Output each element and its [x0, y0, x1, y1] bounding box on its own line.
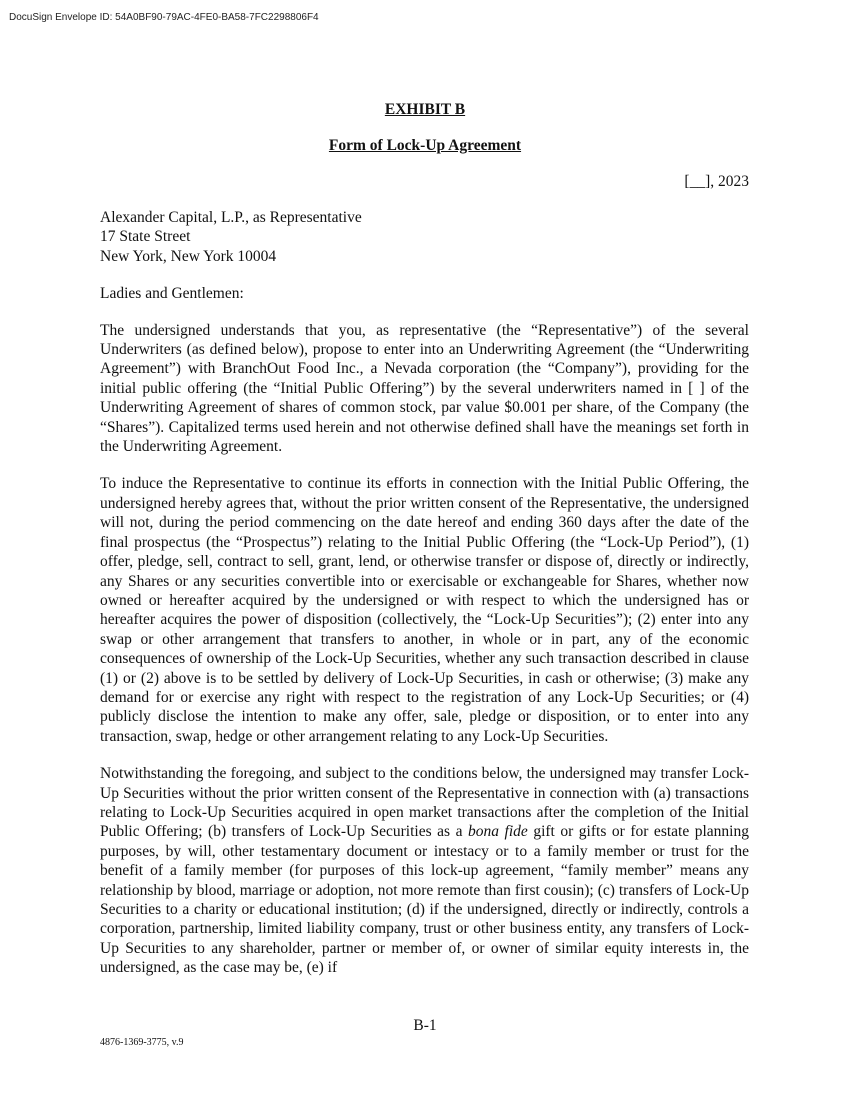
page-number: B-1	[413, 1017, 437, 1034]
document-body	[100, 208, 749, 978]
paragraph-2: To induce the Representative to continue its efforts in connection with the Initial Public Offering, the undersigned hereby agrees that, without the prior written consent of the Representative, the undersigned will not, during the period commencing on the date hereof and ending 360 days after the date of the final prospectus (the “Prospectus”) relating to the Initial Public Offering (the “Lock-Up Period”), (1) offer, pledge, sell, contract to sell, grant, lend, or otherwise transfer or dispose of, directly or indirectly, any Shares or any securities convertible into or exercisable or exchangeable for Shares, whether now owned or hereafter acquired by the undersigned or with respect to which the undersigned has or hereafter acquires the power of disposition (collectively, the “Lock-Up Securities”); (2) enter into any swap or other arrangement that transfers to another, in whole or in part, any of the economic consequences of ownership of the Lock-Up Securities, whether any such transaction described in clause (1) or (2) above is to be settled by delivery of Lock-Up Securities, in cash or otherwise; (3) make any demand for or exercise any right with respect to the registration of any Lock-Up Securities; or (4) publicly disclose the intention to make any offer, sale, pledge or disposition, or to enter into any transaction, swap, hedge or other arrangement relating to any Lock-Up Securities.	[100, 475, 749, 745]
form-title: Form of Lock-Up Agreement	[328, 137, 522, 154]
paragraph-1: The undersigned understands that you, as representative (the “Representative”) of the several Underwriters (as defined below), propose to enter into an Underwriting Agreement (the “Underwriting Agreement”) with BranchOut Food Inc., a Nevada corporation (the “Company”), providing for the initial public offering (the “Initial Public Offering”) by the several underwriters named in [ ] of the Underwriting Agreement of shares of common stock, par value $0.001 per share, of the Company (the “Shares”). Capitalized terms used herein and not otherwise defined shall have the meanings set forth in the Underwriting Agreement.	[100, 321, 749, 456]
date-line: [__], 2023	[684, 173, 749, 190]
paragraph-3-italic-term: bona fide	[468, 823, 528, 841]
address-line-3: New York, New York 10004	[100, 247, 277, 265]
paragraph-3-part-2: gift or gifts or for estate planning purposes, by will, other testamentary document or intestacy or to a family member or trust for the benefit of a family member (for purposes of this lock-up agreement, “family member” means any relationship by blood, marriage or adoption, not more remote than first cousin); (c) transfers of Lock-Up Securities to a charity or educational institution; (d) if the undersigned, directly or indirectly, controls a corporation, partnership, limited liability company, trust or other business entity, any transfers of Lock-Up Securities to any shareholder, partner or member of, or owner of similar equity interests in, the undersigned, as the case may be, (e) if	[100, 823, 749, 977]
address-line-1: Alexander Capital, L.P., as Representative	[100, 209, 362, 226]
address-line-2: 17 State Street	[100, 228, 191, 246]
paragraph-3	[100, 764, 749, 977]
envelope-id: DocuSign Envelope ID: 54A0BF90-79AC-4FE0-BA58-7FC2298806F4	[9, 12, 319, 23]
exhibit-title: EXHIBIT B	[384, 101, 466, 118]
recipient-address	[100, 208, 749, 266]
document-id: 4876-1369-3775, v.9	[100, 1037, 184, 1048]
paragraph-3-part-1: Notwithstanding the foregoing, and subject to the conditions below, the undersigned may transfer Lock-Up Securities without the prior written consent of the Representative in connection with (a) transactions relating to Lock-Up Securities acquired in open market transactions after the completion of the Initial Public Offering; (b) transfers of Lock-Up Securities as a	[100, 765, 749, 841]
salutation: Ladies and Gentlemen:	[100, 285, 244, 303]
